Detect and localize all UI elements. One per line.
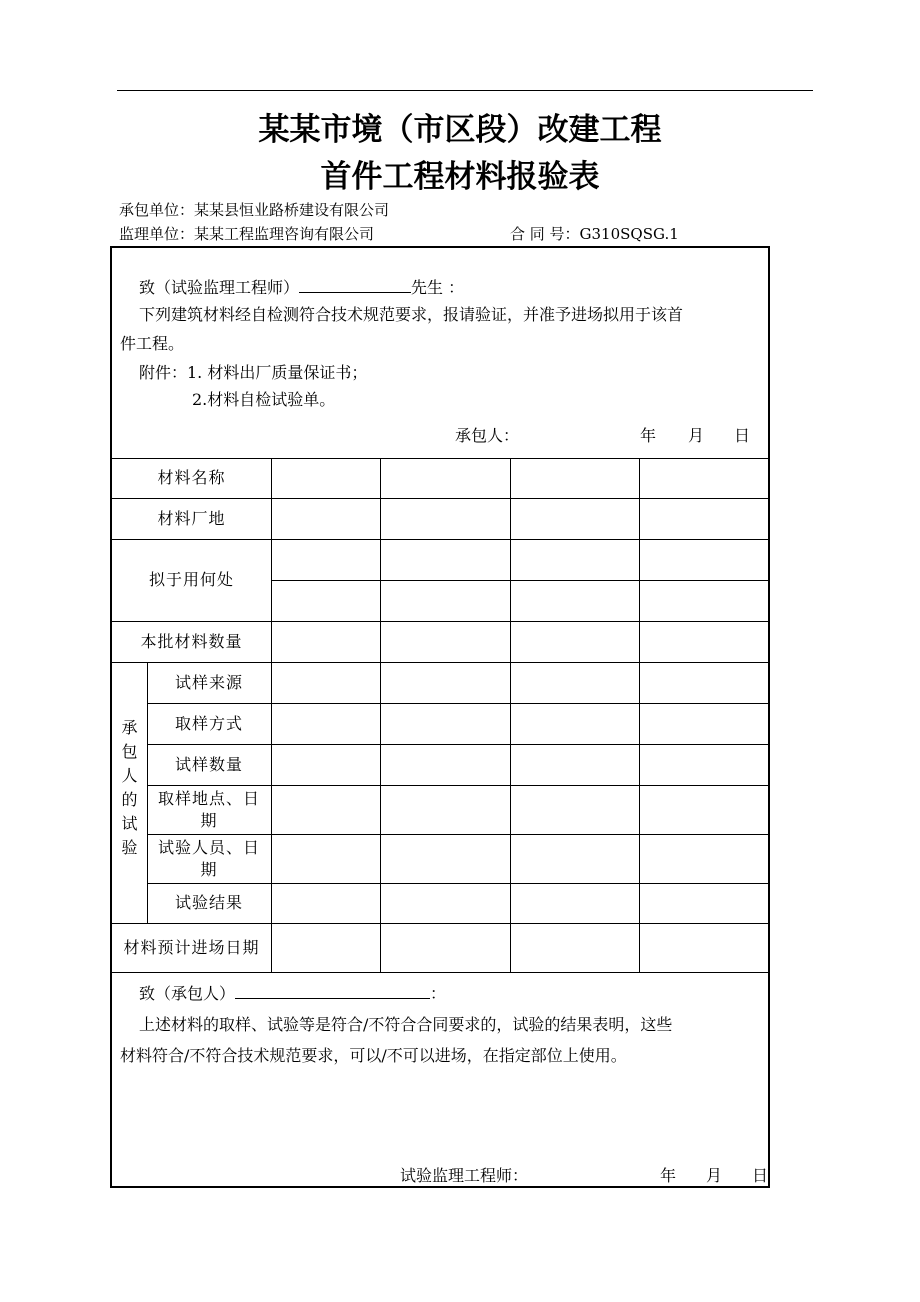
col-line (380, 458, 381, 972)
attachment-1: 附件：1. 材料出厂质量保证书； (139, 363, 368, 382)
contract-number: 合 同 号：G310SQSG.1 (510, 225, 679, 243)
table-bottom-line (112, 972, 768, 973)
form-title: 首件工程材料报验表 (320, 159, 600, 195)
request-body-line1: 下列建筑材料经自检测符合技术规范要求，报请验证，并准予进场拟用于该首 (139, 305, 684, 324)
col-line (271, 458, 272, 972)
supervision-unit: 监理单位：某某工程监理咨询有限公司 (119, 225, 375, 243)
row-line (271, 580, 768, 581)
engineer-signer-label: 试验监理工程师： (400, 1166, 529, 1185)
label-sampling-method: 取样方式 (174, 713, 243, 733)
attachment-2: 2.材料自检试验单。 (192, 390, 336, 409)
test-group-char: 试 (121, 814, 138, 833)
label-batch-quantity: 本批材料数量 (140, 631, 243, 651)
reply-to-suffix: ： (430, 984, 447, 1003)
label-planned-entry-date: 材料预计进场日期 (123, 937, 260, 957)
label-manufacturer: 材料厂地 (157, 508, 226, 528)
reply-day: 日 (752, 1166, 769, 1185)
reply-body-line2: 材料符合/不符合技术规范要求，可以/不可以进场，在指定部位上使用。 (120, 1046, 627, 1065)
col-line (639, 458, 640, 972)
top-rule (117, 90, 813, 91)
contractor-unit: 承包单位：某某县恒业路桥建设有限公司 (119, 201, 390, 219)
test-group-char: 的 (121, 790, 138, 809)
label-test-result: 试验结果 (174, 893, 243, 912)
reply-addressee (139, 982, 446, 1006)
contractor-name-field[interactable] (235, 982, 430, 999)
request-day: 日 (734, 426, 751, 445)
label-material-name: 材料名称 (157, 468, 226, 487)
request-body-line2: 件工程。 (120, 334, 185, 353)
test-group-char: 验 (121, 838, 138, 857)
label-tester-date: 试验人员、日期 (157, 837, 260, 879)
test-group-char: 承 (121, 718, 138, 737)
col-line (510, 458, 511, 972)
reply-body-line1: 上述材料的取样、试验等是符合/不符合合同要求的，试验的结果表明，这些 (139, 1015, 673, 1034)
reply-month: 月 (706, 1166, 723, 1185)
request-month: 月 (688, 426, 705, 445)
reply-year: 年 (660, 1166, 677, 1185)
test-group-char: 人 (121, 766, 138, 785)
request-year: 年 (640, 426, 657, 445)
request-to-prefix: 致（试验监理工程师） (139, 278, 300, 297)
form-frame (110, 246, 770, 1188)
label-sample-source: 试样来源 (174, 672, 243, 692)
request-to-suffix: 先生 ： (411, 278, 465, 297)
document-title: 某某市境（市区段）改建工程 (258, 112, 662, 148)
engineer-name-field[interactable] (299, 276, 411, 293)
label-intended-use: 拟于用何处 (148, 570, 234, 589)
contractor-signer-label: 承包人： (455, 426, 520, 445)
label-sampling-place-date: 取样地点、日期 (157, 788, 260, 830)
reply-to-prefix: 致（承包人） (139, 984, 236, 1003)
label-contractor-test-group (112, 716, 147, 860)
request-addressee (139, 276, 464, 300)
test-group-char: 包 (121, 742, 138, 761)
label-sample-quantity: 试样数量 (174, 754, 243, 774)
